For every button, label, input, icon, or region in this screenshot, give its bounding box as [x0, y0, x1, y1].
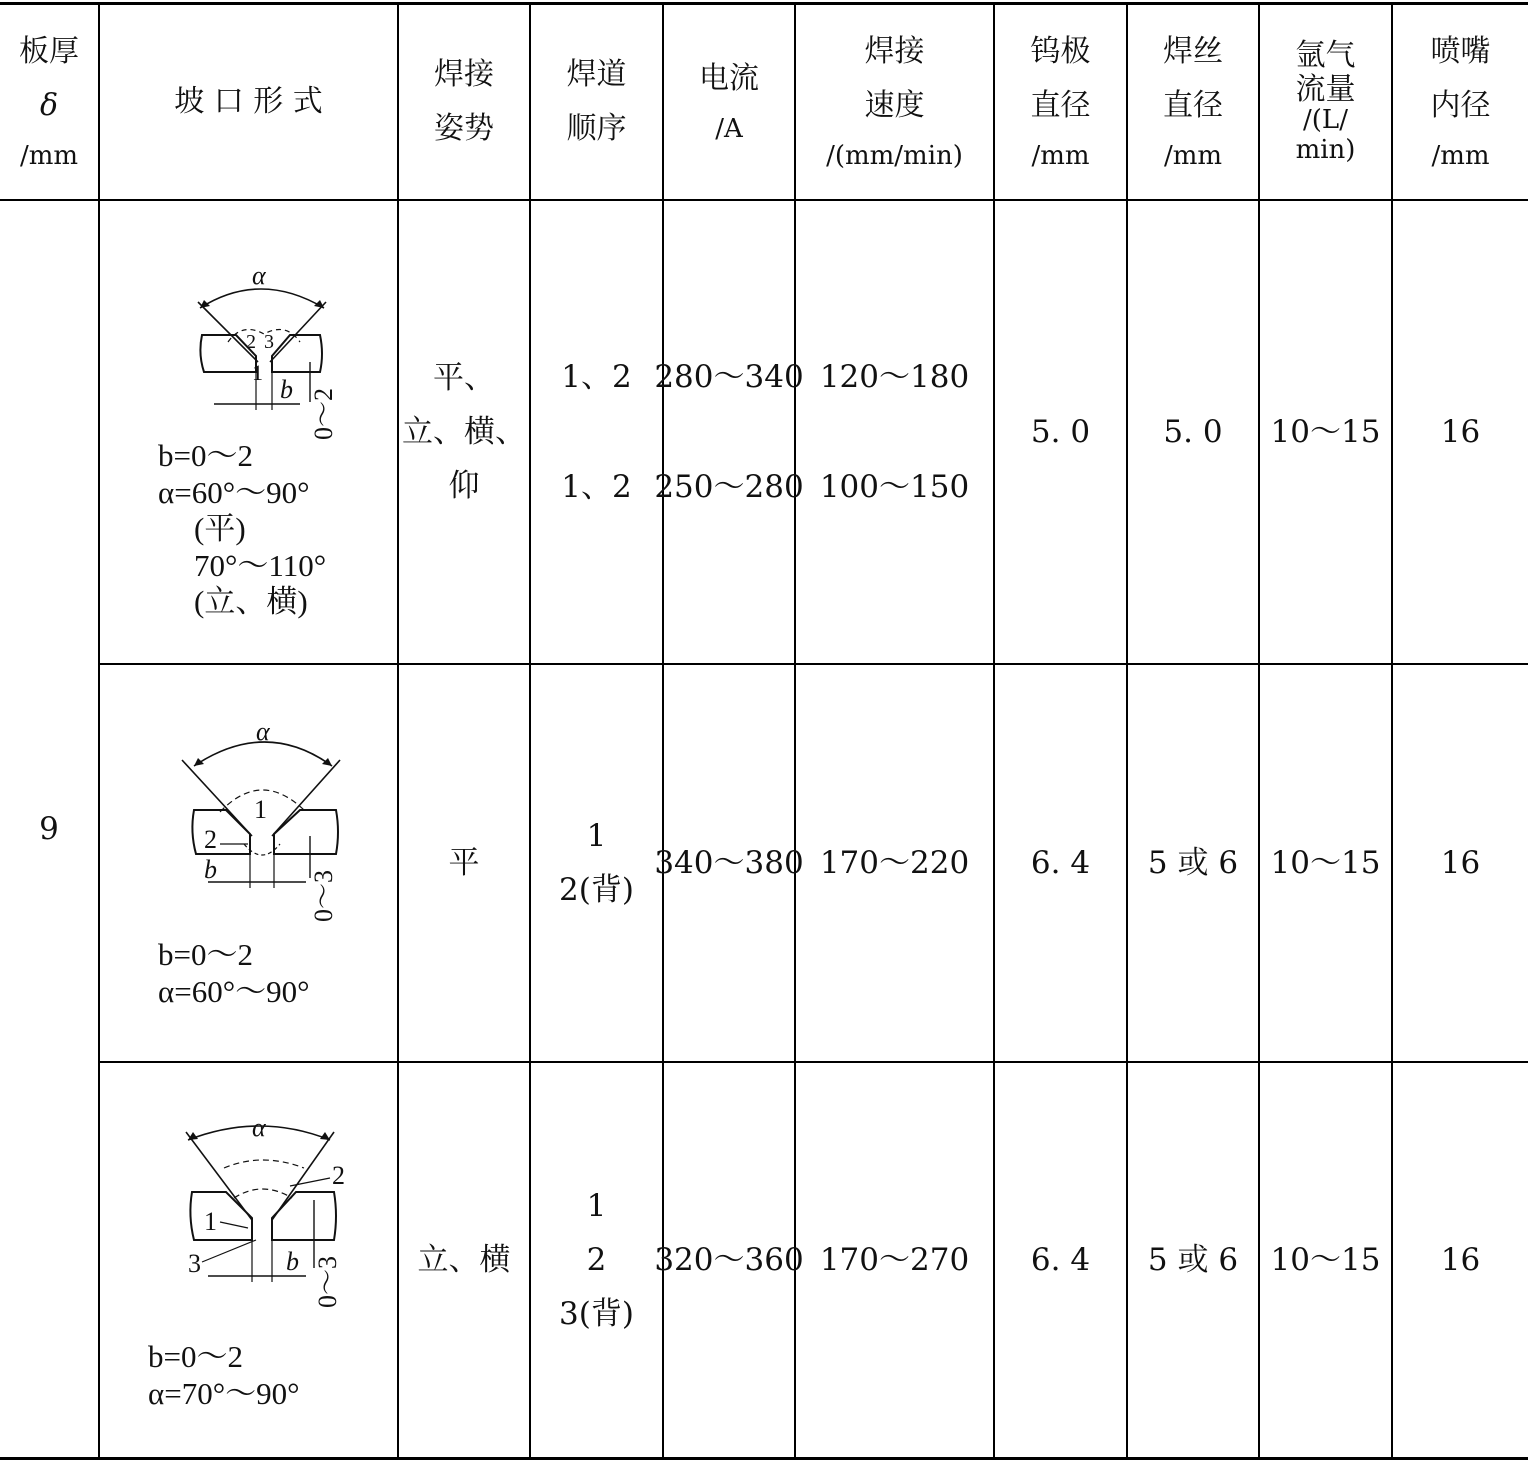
argon-cell-2 — [1260, 665, 1391, 1061]
header-line: 焊接 — [864, 33, 925, 69]
position-line: 平 — [448, 844, 480, 881]
position-line: 立、横 — [417, 1241, 511, 1278]
position-line: 平、 — [433, 359, 495, 396]
speed-cell-1 — [796, 201, 993, 663]
wire-value: 5 或 6 — [1147, 1241, 1239, 1278]
gap-label: b — [204, 855, 217, 884]
arrow-head — [322, 758, 332, 766]
tungsten-cell-1 — [995, 201, 1126, 663]
wire-cell-1 — [1128, 201, 1258, 663]
header-wire — [1128, 5, 1258, 199]
argon-cell-3 — [1260, 1063, 1391, 1457]
gap-label: b — [280, 375, 293, 404]
speed-line: 170～270 — [819, 1241, 970, 1278]
position-cell-3 — [399, 1063, 529, 1457]
table-bottom-rule — [0, 1457, 1528, 1460]
note-line: b=0～2 — [148, 1339, 243, 1374]
nozzle-value: 16 — [1440, 1241, 1481, 1278]
speed-line: 170～220 — [819, 844, 970, 881]
pass-label-2: 2 — [246, 331, 256, 353]
leader-line — [202, 1240, 256, 1262]
header-position — [399, 5, 529, 199]
header-line: 板厚 — [19, 33, 79, 69]
wire-cell-3 — [1128, 1063, 1258, 1457]
header-line: /mm — [1431, 140, 1490, 171]
note-line: α=60°～90° — [158, 973, 310, 1009]
position-line: 立、横、 — [402, 413, 526, 450]
weld-pass-outline — [224, 1160, 304, 1168]
speed-line: 120～180 — [819, 358, 970, 395]
pass-order-cell-3 — [531, 1063, 662, 1457]
header-line: 钨极 — [1030, 33, 1091, 69]
current-cell-1 — [654, 201, 804, 663]
speed-cell-3 — [796, 1063, 993, 1457]
alpha-arc — [200, 289, 324, 308]
current-line: 340～380 — [654, 844, 804, 881]
pass-label-3: 3 — [188, 1249, 201, 1278]
position-cell-2 — [399, 665, 529, 1061]
header-line: δ — [39, 87, 59, 123]
alpha-label: α — [252, 1113, 266, 1142]
thickness-value-text: 9 — [39, 810, 59, 847]
tungsten-value: 6. 4 — [1030, 1241, 1091, 1278]
wire-value: 5. 0 — [1163, 413, 1223, 450]
groove-notes-1 — [158, 438, 326, 621]
weld-pass-outline — [234, 1189, 292, 1198]
header-current — [664, 5, 794, 199]
header-line: /A — [715, 113, 743, 144]
groove-diagram-2 — [180, 716, 360, 926]
nozzle-cell-1 — [1393, 201, 1528, 663]
tungsten-cell-2 — [995, 665, 1126, 1061]
header-line: 坡 口 形 式 — [174, 84, 323, 119]
gap-label: b — [286, 1247, 299, 1276]
arrow-head — [194, 758, 204, 766]
plate-right — [272, 1192, 336, 1240]
tungsten-value: 6. 4 — [1030, 844, 1091, 881]
current-line: 320～360 — [654, 1241, 804, 1278]
note-line: (立、横) — [194, 584, 308, 620]
pass-label-3: 3 — [264, 331, 274, 353]
header-line: 焊道 — [566, 57, 627, 92]
alpha-label: α — [256, 717, 270, 746]
nozzle-cell-3 — [1393, 1063, 1528, 1457]
tungsten-cell-3 — [995, 1063, 1126, 1457]
speed-cell-2 — [796, 665, 993, 1061]
wire-cell-2 — [1128, 665, 1258, 1061]
header-thickness — [0, 5, 98, 199]
current-line: 250～280 — [654, 469, 804, 505]
plate-left — [192, 810, 250, 854]
header-groove — [100, 5, 397, 199]
note-line: (平) — [194, 511, 246, 547]
note-line: b=0～2 — [158, 438, 253, 473]
header-line: 喷嘴 — [1430, 33, 1491, 69]
header-tungsten — [995, 5, 1126, 199]
note-line: α=70°～90° — [148, 1375, 300, 1411]
pass-label-2: 2 — [332, 1161, 345, 1190]
pass-order-line: 1、2 — [561, 469, 632, 505]
leader-line — [220, 1222, 248, 1228]
pass-order-cell-2 — [531, 665, 662, 1061]
column-rule — [98, 3, 100, 1459]
header-speed — [796, 5, 993, 199]
wire-value: 5 或 6 — [1147, 844, 1239, 881]
argon-value: 10～15 — [1270, 413, 1381, 450]
header-line: /mm — [1031, 140, 1090, 171]
header-line: 焊接 — [434, 57, 494, 92]
header-line: 顺序 — [566, 111, 627, 146]
header-line: /mm — [19, 140, 79, 171]
root-label: 0～3 — [313, 1255, 342, 1308]
pass-order-line: 1、2 — [561, 358, 632, 395]
header-nozzle — [1393, 5, 1528, 199]
groove-notes-2 — [158, 937, 310, 1010]
arrow-head — [200, 300, 210, 308]
header-line: 流量 — [1295, 71, 1356, 107]
note-line: b=0～2 — [158, 937, 253, 972]
plate-left — [190, 1192, 252, 1240]
header-line: 直径 — [1030, 87, 1091, 123]
header-line: min) — [1295, 134, 1356, 165]
groove-face-right — [272, 760, 340, 836]
header-pass-order — [531, 5, 662, 199]
root-label: 0～3 — [309, 869, 338, 922]
header-line: /(L/ — [1303, 105, 1348, 136]
position-line: 仰 — [448, 468, 480, 505]
pass-order-line: 2 — [586, 1241, 607, 1278]
plate-right — [274, 810, 338, 854]
nozzle-cell-2 — [1393, 665, 1528, 1061]
header-line: /mm — [1163, 140, 1223, 171]
groove-face-right — [270, 302, 326, 362]
nozzle-value: 16 — [1440, 844, 1481, 881]
speed-line: 100～150 — [819, 469, 970, 505]
nozzle-value: 16 — [1440, 413, 1481, 450]
note-line: α=60°～90° — [158, 474, 310, 510]
pass-label-1: 1 — [254, 795, 267, 824]
header-line: /(mm/min) — [826, 140, 963, 171]
pass-label-1: 1 — [204, 1207, 217, 1236]
note-line: 70°～110° — [194, 547, 327, 583]
header-line: 电流 — [699, 60, 759, 96]
pass-order-line: 1 — [586, 817, 607, 854]
groove-diagram-3 — [180, 1112, 360, 1312]
pass-order-line: 2(背) — [559, 872, 634, 908]
groove-notes-3 — [148, 1339, 300, 1412]
header-argon — [1260, 5, 1391, 199]
thickness-value — [0, 201, 98, 1457]
header-line: 姿势 — [434, 111, 494, 146]
pass-order-cell-1 — [531, 201, 662, 663]
tungsten-value: 5. 0 — [1030, 413, 1091, 450]
header-line: 内径 — [1430, 87, 1491, 123]
current-cell-2 — [654, 665, 804, 1061]
argon-value: 10～15 — [1270, 1241, 1381, 1278]
header-line: 直径 — [1163, 87, 1223, 123]
position-cell-1 — [399, 201, 529, 663]
pass-label-1: 1 — [252, 360, 263, 385]
alpha-label: α — [252, 261, 266, 290]
argon-value: 10～15 — [1270, 844, 1381, 881]
current-line: 280～340 — [654, 358, 804, 395]
header-line: 速度 — [864, 87, 925, 123]
plate-right — [272, 335, 322, 372]
root-label: 0～2 — [309, 387, 338, 440]
pass-order-line: 3(背) — [559, 1296, 634, 1333]
argon-cell-1 — [1260, 201, 1391, 663]
header-line: 焊丝 — [1163, 33, 1223, 69]
leader-line — [290, 1178, 330, 1186]
current-cell-3 — [654, 1063, 804, 1457]
pass-order-line: 1 — [586, 1187, 607, 1224]
pass-label-2: 2 — [204, 825, 217, 854]
header-line: 氩气 — [1295, 38, 1356, 74]
groove-diagram-1 — [190, 262, 350, 442]
